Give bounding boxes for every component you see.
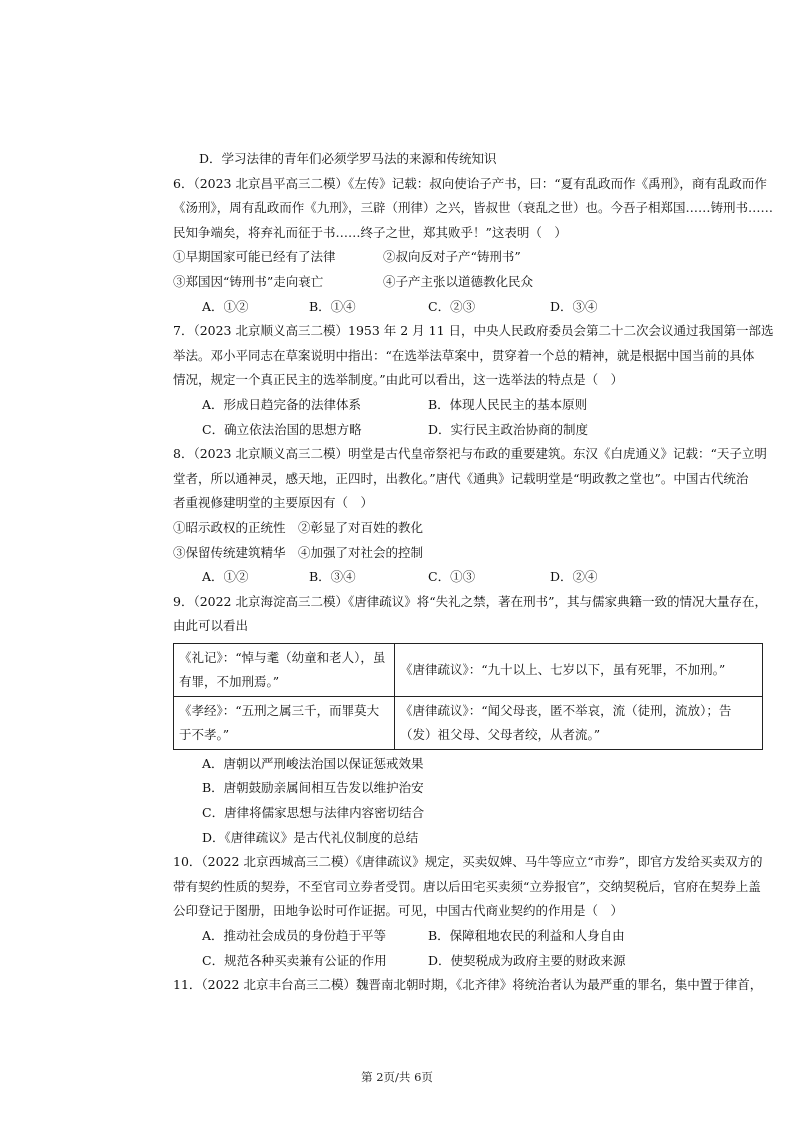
q8-option-a: A．①② <box>202 569 249 585</box>
question-content <box>173 147 773 998</box>
q8-statements-1: ①昭示政权的正统性 ②彰显了对百姓的教化 <box>173 519 424 535</box>
q6-statement-2: ②叔向反对子产“铸刑书” <box>383 249 521 265</box>
q9-stem-line: 由此可以看出 <box>173 618 249 634</box>
q7-stem-line: 情况，规定一个真正民主的选举制度。”由此可以看出，这一选举法的特点是（ ） <box>173 372 624 388</box>
q6-option-b: B．①④ <box>309 298 356 314</box>
q8-stem-line: 8．（2023 北京顺义高三二模）明堂是古代皇帝祭祀与布政的重要建筑。东汉《白虎通义》记载：“天子立明 <box>173 446 767 462</box>
q7-option-d: D．实行民主政治协商的制度 <box>428 421 589 437</box>
q9-stem-line: 9．（2022 北京海淀高三二模）《唐律疏议》将“失礼之禁，著在刑书”，其与儒家典籍一致的情况大量存在， <box>173 593 768 609</box>
q9-option-d: D．《唐律疏议》是古代礼仪制度的总结 <box>202 829 419 845</box>
q8-option-c: C．①③ <box>428 569 476 585</box>
q8-stem-line: 者重视修建明堂的主要原因有（ ） <box>173 495 374 511</box>
q10-option-d: D．使契税成为政府主要的财政来源 <box>428 952 626 968</box>
q6-statement-4: ④子产主张以道德教化民众 <box>383 273 534 289</box>
q10-stem-line: 10．（2022 北京西城高三二模）《唐律疏议》规定，买卖奴婢、马牛等应立“市券”，即官方发给买卖双方的 <box>173 854 763 870</box>
question-10 <box>173 850 773 973</box>
question-9 <box>173 590 773 851</box>
q10-option-b: B．保障租地农民的利益和人身自由 <box>428 928 625 944</box>
table-cell: 《孝经》：“五刑之属三千，而罪莫大于不孝。” <box>174 696 395 749</box>
q10-stem-line: 带有契约性质的契券，不至官司立券者受罚。唐以后田宅买卖须“立券报官”，交纳契税后，官府在契券上盖 <box>173 878 761 894</box>
q7-stem-line: 举法。邓小平同志在草案说明中指出：“在选举法草案中，贯穿着一个总的精神，就是根据中国当前的具体 <box>173 347 755 363</box>
q9-option-b: B．唐朝鼓励亲属间相互告发以维护治安 <box>202 780 424 796</box>
q8-option-d: D．②④ <box>550 569 598 585</box>
table-cell: 《唐律疏议》：“九十以上、七岁以下，虽有死罪，不加刑。” <box>395 643 763 696</box>
q6-option-d: D．③④ <box>550 298 598 314</box>
table-row <box>174 643 763 696</box>
table-cell: 《礼记》：“悼与耄（幼童和老人），虽有罪，不加刑焉。” <box>174 643 395 696</box>
table-row <box>174 696 763 749</box>
q6-option-c: C．②③ <box>428 298 476 314</box>
q7-stem-line: 7．（2023 北京顺义高三二模）1953 年 2 月 11 日，中央人民政府委员会第二十二次会议通过我国第一部选 <box>173 323 774 339</box>
q8-statements-2: ③保留传统建筑精华 ④加强了对社会的控制 <box>173 544 424 560</box>
question-6 <box>173 172 773 320</box>
question-8 <box>173 442 773 590</box>
q10-option-c: C．规范各种买卖兼有公证的作用 <box>202 952 387 968</box>
q6-stem-line: 民知争端矣，将弃礼而征于书……终子之世，郑其败乎！”这表明（ ） <box>173 224 567 240</box>
q6-stem-line: 《汤刑》，周有乱政而作《九刑》，三辟（刑律）之兴，皆叔世（衰乱之世）也。今吾子相郑国……铸刑书…… <box>173 200 774 216</box>
q7-option-c: C．确立依法治国的思想方略 <box>202 421 362 437</box>
q6-option-a: A．①② <box>202 298 249 314</box>
q5-option-d: D．学习法律的青年们必须学罗马法的来源和传统知识 <box>199 151 497 166</box>
q6-statement-1: ①早期国家可能已经有了法律 <box>173 249 336 265</box>
q8-option-b: B．③④ <box>309 569 356 585</box>
question-7 <box>173 319 773 442</box>
q9-option-a: A．唐朝以严刑峻法治国以保证惩戒效果 <box>202 755 424 771</box>
q8-stem-line: 堂者，所以通神灵，感天地，正四时，出教化。”唐代《通典》记载明堂是“明政教之堂也”。中国古代统治 <box>173 470 749 486</box>
page-number: 第 2页/共 6页 <box>361 1070 433 1084</box>
table-cell: 《唐律疏议》：“闻父母丧，匿不举哀，流（徒刑，流放）；告（发）祖父母、父母者绞，从者流。” <box>395 696 763 749</box>
q7-option-b: B．体现人民民主的基本原则 <box>428 396 588 412</box>
q6-statement-3: ③郑国因“铸刑书”走向衰亡 <box>173 273 324 289</box>
q6-stem-line: 6．（2023 北京昌平高三二模）《左传》记载：叔向使诒子产书，曰：“夏有乱政而作《禹刑》，商有乱政而作 <box>173 175 767 191</box>
q11-stem-line: 11．（2022 北京丰台高三二模）魏晋南北朝时期，《北齐律》将统治者认为最严重的罪名，集中置于律首， <box>173 977 763 993</box>
q10-option-a: A．推动社会成员的身份趋于平等 <box>202 928 387 944</box>
q10-stem-line: 公印登记于图册，田地争讼时可作证据。可见，中国古代商业契约的作用是（ ） <box>173 903 624 919</box>
q9-option-c: C．唐律将儒家思想与法律内容密切结合 <box>202 805 425 821</box>
q7-option-a: A．形成日趋完备的法律体系 <box>202 396 362 412</box>
q9-source-table <box>173 643 763 750</box>
question-11 <box>173 973 773 998</box>
